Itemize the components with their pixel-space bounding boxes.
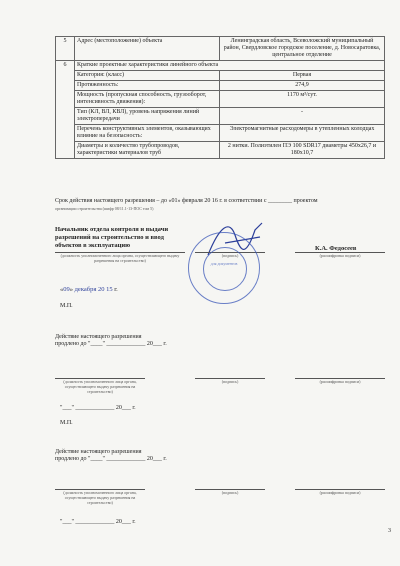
extension2-text: Действие настоящего разрешения — [55, 449, 142, 455]
table-row — [56, 108, 385, 125]
seal-text: для документов — [210, 261, 238, 266]
table-row — [56, 71, 385, 81]
signatory-title: Начальник отдела контроля и выдачи разрешений на строительство и ввод объектов в эксплуатацию — [55, 226, 169, 249]
extension-until: продлено до "____" _____________ 20___ г. — [55, 341, 167, 347]
validity-subtext: организации строительства (шифр 08/11.1-13-ПОС том 5) — [55, 206, 154, 211]
org-caption: (должность уполномоченного лица органа, осуществляющего выдачу разрешения на строительство) — [60, 253, 180, 263]
seal-emblem — [203, 247, 247, 291]
signatory-name: К.А. Федосеев — [315, 245, 357, 252]
ext2-sign-caption: (подпись) — [221, 490, 239, 495]
row-label: Диаметры и количество трубопроводов, характеристики материалов труб — [75, 142, 220, 159]
row-label: Тип (КЛ, ВЛ, КВЛ), уровень напряжения линий электропередачи — [75, 108, 220, 125]
row-value: 2 нитки. Полиэтилен ПЭ 100 SDR17 диаметры 450x26,7 и 180x10,7 — [220, 142, 385, 159]
ext-date: "___" _____________ 20___ г. — [60, 405, 136, 411]
row-value: Первая — [220, 71, 385, 81]
sign-caption: (подпись) — [221, 253, 239, 258]
table-row — [56, 81, 385, 91]
row-label: Протяженность: — [75, 81, 220, 91]
issue-date: «09» декабря 20 15 г. — [60, 286, 118, 293]
table-row — [56, 91, 385, 108]
date-suffix: г. — [114, 286, 118, 293]
row-value: Ленинградская область, Всеволожский муниципальный район, Свердловское городское поселение, д. Новосаратовка, центральное отделение — [220, 37, 385, 61]
ext2-date: "___" _____________ 20___ г. — [60, 519, 136, 525]
ext2-org-caption: (должность уполномоченного лица органа, осуществляющего выдачу разрешения на строительство) — [63, 490, 137, 505]
row-number: 6 — [56, 61, 75, 159]
ext-sign-caption: (подпись) — [221, 379, 239, 384]
row-label: Краткие проектные характеристики линейного объекта — [75, 61, 385, 71]
extension2-until: продлено до "____" _____________ 20___ г. — [55, 456, 167, 462]
row-value: 274,9 — [220, 81, 385, 91]
characteristics-table — [55, 36, 385, 159]
row-label: Перечень конструктивных элементов, оказывающих влияние на безопасность: — [75, 125, 220, 142]
table-row — [56, 125, 385, 142]
validity-text: Срок действия настоящего разрешения – до «01» февраля 20 16 г. в соответствии с ________ проектом — [55, 198, 318, 204]
table-row — [56, 142, 385, 159]
table-row — [56, 37, 385, 61]
ext-mp-label: М.П. — [60, 420, 73, 426]
official-seal — [188, 232, 260, 304]
row-label: Адрес (местоположение) объекта — [75, 37, 220, 61]
row-value: 1170 м³/сут. — [220, 91, 385, 108]
extension-text: Действие настоящего разрешения — [55, 334, 142, 340]
ext2-name-caption: (расшифровка подписи) — [319, 490, 361, 495]
table-row — [56, 61, 385, 71]
date-month: декабря — [74, 286, 97, 293]
ext-name-caption: (расшифровка подписи) — [319, 379, 361, 384]
row-number: 5 — [56, 37, 75, 61]
page-mark: 3 — [388, 528, 391, 534]
row-label: Мощность (пропускная способность, грузооборот, интенсивность движения): — [75, 91, 220, 108]
row-value: - — [220, 108, 385, 125]
name-caption: (расшифровка подписи) — [319, 253, 361, 258]
date-day: 09 — [63, 286, 70, 293]
row-label: Категория: (класс) — [75, 71, 220, 81]
date-year: 20 15 — [97, 286, 113, 293]
row-value: Электромагнитные расходомеры в утепленных колодцах — [220, 125, 385, 142]
mp-label: М.П. — [60, 303, 73, 309]
ext-org-caption: (должность уполномоченного лица органа, осуществляющего выдачу разрешения на строительство) — [63, 379, 137, 394]
